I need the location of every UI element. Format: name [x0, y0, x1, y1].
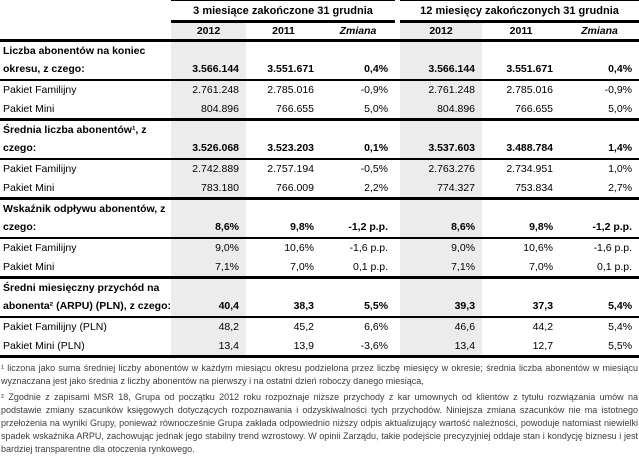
value-cell: -1,2 p.p. [560, 218, 639, 238]
value-cell: -1,6 p.p. [593, 242, 633, 254]
value-cell: -0,5% [360, 163, 389, 175]
value-cell: 2.761.248 [400, 80, 482, 100]
value-cell: 6,6% [364, 321, 389, 333]
value-cell: 3.537.603 [400, 139, 482, 159]
value-cell: 10,6% [523, 242, 554, 254]
value-cell: 7,0% [482, 258, 560, 278]
value-cell: 5,5% [560, 337, 639, 357]
row-label: Pakiet Familijny [3, 242, 77, 254]
row-label: Pakiet Familijny [3, 163, 77, 175]
value-cell: 804.896 [171, 100, 246, 120]
section-header-row [0, 41, 639, 60]
value-cell: 2.785.016 [267, 84, 314, 96]
value-cell: 0,4% [560, 60, 639, 80]
row-label: Pakiet Familijny (PLN) [3, 321, 107, 333]
value-cell: 804.896 [400, 100, 482, 120]
value-cell: 5,0% [321, 100, 395, 120]
col-header-2012-12m: 2012 [400, 22, 482, 41]
section-label-line1: Średnia liczba abonentów¹, z [3, 123, 147, 136]
period-header-row [0, 1, 639, 22]
row-label: Pakiet Mini [0, 100, 171, 120]
value-cell: 766.655 [482, 100, 560, 120]
section-label-line2: czego: [0, 218, 171, 238]
year-header-row [0, 22, 639, 41]
value-cell: 45,2 [293, 321, 314, 333]
value-cell: 1,4% [560, 139, 639, 159]
value-cell: 766.655 [246, 100, 321, 120]
row-label: Pakiet Familijny [3, 84, 77, 96]
value-cell: 3.551.671 [246, 60, 321, 80]
value-cell: 9,0% [171, 238, 246, 258]
value-cell: 0,1% [321, 139, 395, 159]
data-row [0, 258, 639, 278]
period-group-12m: 12 miesięcy zakończonych 31 grudnia [400, 1, 639, 22]
value-cell: 38,3 [246, 297, 321, 317]
value-cell: 13,4 [400, 337, 482, 357]
value-cell: 2,2% [321, 179, 395, 199]
value-cell: 2,7% [560, 179, 639, 199]
value-cell: 0,4% [321, 60, 395, 80]
section-totals-row [0, 60, 639, 80]
data-row [0, 159, 639, 179]
data-row [0, 337, 639, 357]
value-cell: 753.834 [482, 179, 560, 199]
section-header-row [0, 120, 639, 139]
value-cell: 10,6% [284, 242, 314, 254]
value-cell: 2.785.016 [506, 84, 554, 96]
value-cell: 7,0% [246, 258, 321, 278]
value-cell: 9,8% [482, 218, 560, 238]
section-label-line2: abonenta² (ARPU) (PLN), z czego: [0, 297, 171, 317]
data-row [0, 238, 639, 258]
value-cell: -0,9% [604, 84, 633, 96]
value-cell: 7,1% [171, 258, 246, 278]
value-cell: 46,6 [400, 317, 482, 337]
value-cell: 3.551.671 [482, 60, 560, 80]
corner-cell [0, 1, 171, 22]
section-totals-row [0, 218, 639, 238]
section-label-line2: okresu, z czego: [0, 60, 171, 80]
col-header-2012-3m: 2012 [171, 22, 246, 41]
row-label: Pakiet Mini (PLN) [0, 337, 171, 357]
value-cell: 44,2 [532, 321, 554, 333]
value-cell: 9,8% [246, 218, 321, 238]
col-header-change-12m: Zmiana [560, 22, 639, 41]
value-cell: 0,1 p.p. [560, 258, 639, 278]
value-cell: 3.523.203 [246, 139, 321, 159]
value-cell: 0,1 p.p. [321, 258, 395, 278]
section-totals-row [0, 139, 639, 159]
data-row [0, 179, 639, 199]
value-cell: 1,0% [608, 163, 633, 175]
data-row [0, 80, 639, 100]
footnote-1: ¹ liczona jako suma średniej liczby abonentów w każdym miesiącu okresu podzielona przez liczbę miesięcy w okresie; średnia liczba abonentów w miesiącu wyznaczana jest jako średnia z liczby abonentów na pierwszy i na ostatni dzień roboczy danego miesiąca, [1, 363, 638, 386]
value-cell: -3,6% [321, 337, 395, 357]
value-cell: -0,9% [360, 84, 389, 96]
value-cell: 766.009 [246, 179, 321, 199]
footnotes [0, 362, 639, 456]
value-cell: -1,6 p.p. [349, 242, 389, 254]
row-label: Pakiet Mini [0, 258, 171, 278]
value-cell: 5,5% [321, 297, 395, 317]
value-cell: 5,4% [560, 297, 639, 317]
value-cell: 13,4 [171, 337, 246, 357]
row-label: Pakiet Mini [0, 179, 171, 199]
value-cell: 12,7 [482, 337, 560, 357]
value-cell: 7,1% [400, 258, 482, 278]
value-cell: 9,0% [400, 238, 482, 258]
value-cell: 8,6% [400, 218, 482, 238]
period-group-3m: 3 miesiące zakończone 31 grudnia [171, 1, 395, 22]
value-cell: 5,4% [608, 321, 633, 333]
value-cell: 2.763.276 [400, 159, 482, 179]
section-header-row [0, 199, 639, 218]
value-cell: 3.488.784 [482, 139, 560, 159]
value-cell: 39,3 [400, 297, 482, 317]
value-cell: 8,6% [171, 218, 246, 238]
col-header-2011-3m: 2011 [246, 22, 321, 41]
section-label-line1: Średni miesięczny przychód na [3, 281, 160, 294]
value-cell: 37,3 [482, 297, 560, 317]
section-header-row [0, 278, 639, 297]
data-row [0, 317, 639, 337]
value-cell: -1,2 p.p. [321, 218, 395, 238]
value-cell: 3.566.144 [171, 60, 246, 80]
section-label-line1: Wskaźnik odpływu abonentów, z [3, 202, 166, 215]
data-row [0, 100, 639, 120]
col-header-change-3m: Zmiana [321, 22, 395, 41]
value-cell: 2.734.951 [506, 163, 554, 175]
value-cell: 2.761.248 [171, 80, 246, 100]
value-cell: 3.526.068 [171, 139, 246, 159]
value-cell: 783.180 [171, 179, 246, 199]
col-header-2011-12m: 2011 [482, 22, 560, 41]
value-cell: 13,9 [246, 337, 321, 357]
section-label-line1: Liczba abonentów na koniec [3, 44, 146, 57]
value-cell: 48,2 [171, 317, 246, 337]
footnote-2: ² Zgodnie z zapisami MSR 18, Grupa od początku 2012 roku rozpoznaje niższe przychody z kar umownych od klientów z tytułu rozwiązania umów na podstawie zmiany szacunków księgowych dotyczących rozpoznawania i odzyskiwalności tych przychodów. Niniejsza zmiana szacunków nie ma istotnego przełożenia na wyniki Grupy, ponieważ równocześnie Grupa zakłada odpowiednio niższy odpis aktualizujący wartość należności, powoduje natomiast niewielki spadek wskaźnika ARPU, zachowując jednak jego stabilny trend wzrostowy. W opinii Zarządu, takie podejście precyzyjniej oddaje stan i kondycję biznesu i jest bardziej transparentne dla otoczenia rynkowego. [1, 392, 638, 454]
section-totals-row [0, 297, 639, 317]
value-cell: 40,4 [171, 297, 246, 317]
value-cell: 2.742.889 [171, 159, 246, 179]
value-cell: 3.566.144 [400, 60, 482, 80]
value-cell: 774.327 [400, 179, 482, 199]
corner-cell [0, 22, 171, 41]
section-label-line2: czego: [0, 139, 171, 159]
value-cell: 2.757.194 [267, 163, 314, 175]
value-cell: 5,0% [560, 100, 639, 120]
